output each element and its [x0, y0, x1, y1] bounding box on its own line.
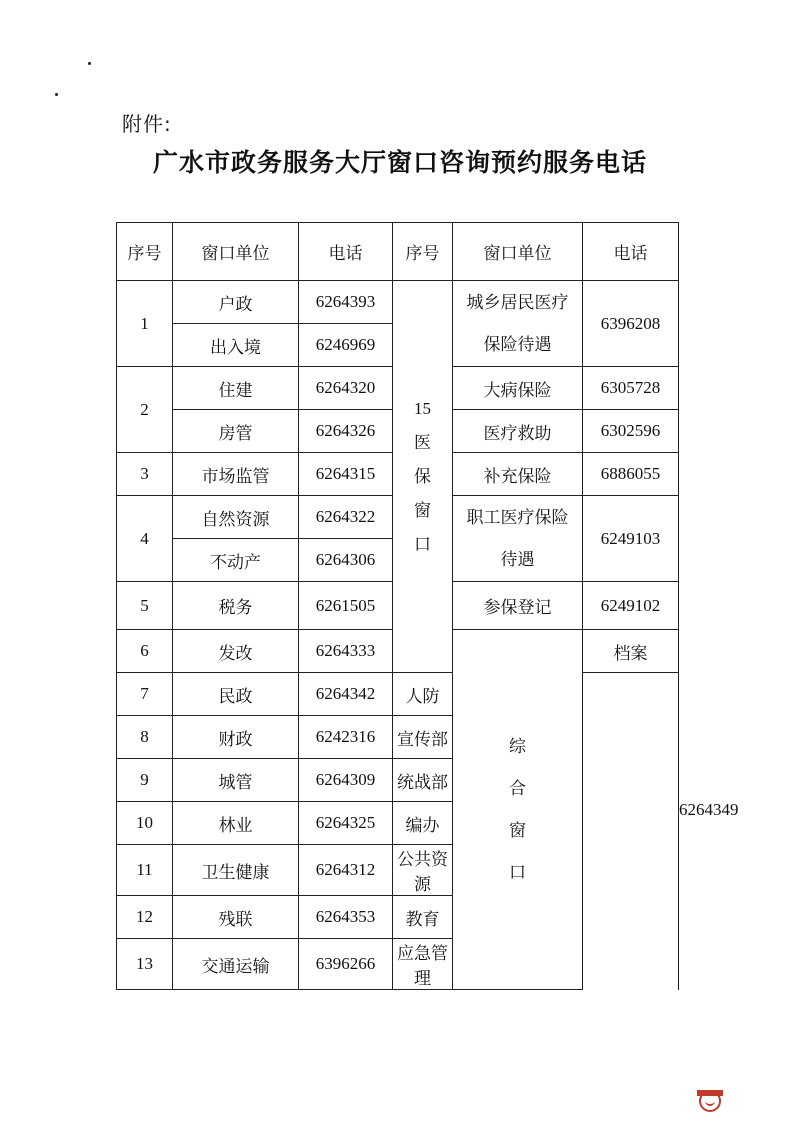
unit-cell: 档案: [583, 630, 679, 673]
page-title: 广水市政务服务大厅窗口咨询预约服务电话: [152, 148, 647, 177]
header-phone: 电话: [299, 223, 393, 281]
phone-cell: 6264309: [299, 759, 393, 802]
phone-cell: 6396208: [583, 281, 679, 367]
stamp-logo-band: [697, 1090, 723, 1096]
phone-cell: 6264325: [299, 802, 393, 845]
table-row: [117, 802, 679, 845]
seq-cell: 6: [117, 630, 173, 673]
unit-cell: 户政: [173, 281, 299, 324]
table-row: [117, 716, 679, 759]
table-header-row: [117, 223, 679, 281]
unit-cell: 宣传部: [393, 716, 453, 759]
unit-cell: 财政: [173, 716, 299, 759]
phone-cell: 6264342: [299, 673, 393, 716]
phone-cell: 6264306: [299, 539, 393, 582]
unit-cell: 交通运输: [173, 939, 299, 990]
unit-cell: 自然资源: [173, 496, 299, 539]
unit-cell: 住建: [173, 367, 299, 410]
phone-cell: 6261505: [299, 582, 393, 630]
phone-cell: 6302596: [583, 410, 679, 453]
phone-cell: 6246969: [299, 324, 393, 367]
unit-cell: 卫生健康: [173, 845, 299, 896]
comprehensive-window-cell: [453, 630, 583, 990]
unit-cell: 医疗救助: [453, 410, 583, 453]
seq-cell: 10: [117, 802, 173, 845]
table-row: 6 发改 6264333 综合窗口 档案 6264349: [117, 630, 679, 673]
phone-cell: 6264353: [299, 896, 393, 939]
unit-cell: 应急管理: [393, 939, 453, 990]
seq-cell: 4: [117, 496, 173, 582]
unit-cell: 编办: [393, 802, 453, 845]
medical-window-cell: [393, 281, 453, 673]
unit-cell: 教育: [393, 896, 453, 939]
phone-cell: 6264333: [299, 630, 393, 673]
phone-cell: 6264315: [299, 453, 393, 496]
phone-cell: 6264320: [299, 367, 393, 410]
medical-item-label: 城乡居民医疗保险待遇: [466, 292, 569, 355]
phone-table: [116, 222, 739, 990]
seq-cell: 7: [117, 673, 173, 716]
table-row: [117, 896, 679, 939]
table-row: [117, 845, 679, 896]
phone-cell: 6249102: [583, 582, 679, 630]
header-seq: 序号: [393, 223, 453, 281]
seq-cell: 13: [117, 939, 173, 990]
phone-cell: 6264393: [299, 281, 393, 324]
medical-window-label: 医保窗口: [414, 432, 431, 555]
phone-cell: 6305728: [583, 367, 679, 410]
header-phone: 电话: [583, 223, 679, 281]
unit-cell: 残联: [173, 896, 299, 939]
comprehensive-window-label: 综合窗口: [509, 736, 526, 883]
phone-cell: 6264312: [299, 845, 393, 896]
unit-cell: 发改: [173, 630, 299, 673]
header-unit: 窗口单位: [453, 223, 583, 281]
seq-cell: 8: [117, 716, 173, 759]
attachment-label: 附件:: [122, 112, 172, 136]
table-row: [117, 939, 679, 990]
unit-cell: [453, 496, 583, 582]
unit-cell: 税务: [173, 582, 299, 630]
phone-cell: 6249103: [583, 496, 679, 582]
phone-cell: 6396266: [299, 939, 393, 990]
unit-cell: 人防: [393, 673, 453, 716]
unit-cell: 市场监管: [173, 453, 299, 496]
phone-cell: 6264322: [299, 496, 393, 539]
unit-cell: 参保登记: [453, 582, 583, 630]
unit-cell: 出入境: [173, 324, 299, 367]
scan-dot: [55, 93, 58, 96]
seq-cell: 2: [117, 367, 173, 453]
unit-cell: [453, 281, 583, 367]
seq-cell: 1: [117, 281, 173, 367]
seq-cell: 5: [117, 582, 173, 630]
unit-cell: 民政: [173, 673, 299, 716]
table-row: [117, 759, 679, 802]
seq-cell: 9: [117, 759, 173, 802]
header-seq: 序号: [117, 223, 173, 281]
seq-cell: 3: [117, 453, 173, 496]
unit-cell: 公共资源: [393, 845, 453, 896]
medical-window-no: 15: [414, 398, 431, 418]
header-unit: 窗口单位: [173, 223, 299, 281]
phone-cell: 6886055: [583, 453, 679, 496]
phone-cell: 6242316: [299, 716, 393, 759]
unit-cell: 大病保险: [453, 367, 583, 410]
unit-cell: 城管: [173, 759, 299, 802]
unit-cell: 统战部: [393, 759, 453, 802]
unit-cell: 房管: [173, 410, 299, 453]
table-row: [117, 673, 679, 716]
phone-cell: 6264326: [299, 410, 393, 453]
seq-cell: 12: [117, 896, 173, 939]
seq-cell: 11: [117, 845, 173, 896]
unit-cell: 不动产: [173, 539, 299, 582]
unit-cell: 补充保险: [453, 453, 583, 496]
table-row: [117, 281, 679, 324]
scan-dot: [88, 62, 91, 65]
medical-item-label: 职工医疗保险待遇: [466, 507, 569, 570]
unit-cell: 林业: [173, 802, 299, 845]
